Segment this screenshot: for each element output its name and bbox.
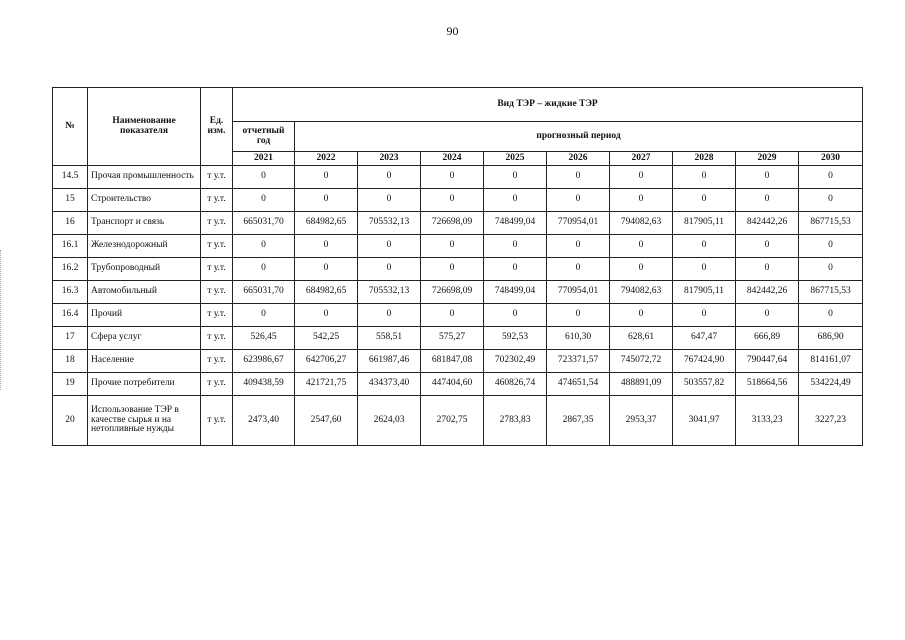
row-unit: т у.т. <box>201 281 233 304</box>
scan-edge-mark <box>0 250 3 390</box>
row-value-cell: 0 <box>358 258 421 281</box>
row-value-cell: 2624,03 <box>358 396 421 446</box>
row-value-cell: 2702,75 <box>421 396 484 446</box>
row-value-cell: 0 <box>358 189 421 212</box>
row-value-cell: 0 <box>421 258 484 281</box>
row-value-cell: 0 <box>484 258 547 281</box>
header-year: 2022 <box>295 152 358 166</box>
row-value-cell: 0 <box>233 166 295 189</box>
row-value-cell: 817905,11 <box>673 281 736 304</box>
row-value-cell: 0 <box>673 304 736 327</box>
header-group-title: Вид ТЭР – жидкие ТЭР <box>233 88 863 122</box>
row-value-cell: 666,89 <box>736 327 799 350</box>
row-value-cell: 0 <box>484 304 547 327</box>
table-row <box>53 304 863 327</box>
header-year: 2029 <box>736 152 799 166</box>
row-unit: т у.т. <box>201 212 233 235</box>
row-value-cell: 0 <box>673 235 736 258</box>
row-value-cell: 0 <box>358 235 421 258</box>
row-value-cell: 0 <box>484 166 547 189</box>
row-value-cell: 534224,49 <box>799 373 863 396</box>
row-value-cell: 745072,72 <box>610 350 673 373</box>
row-indicator-name: Прочая промышленность <box>88 166 201 189</box>
table-row <box>53 166 863 189</box>
row-value-cell: 447404,60 <box>421 373 484 396</box>
row-value-cell: 0 <box>736 166 799 189</box>
row-number: 20 <box>53 396 88 446</box>
row-value-cell: 3133,23 <box>736 396 799 446</box>
row-value-cell: 794082,63 <box>610 212 673 235</box>
row-value-cell: 867715,53 <box>799 281 863 304</box>
row-value-cell: 0 <box>547 235 610 258</box>
row-value-cell: 790447,64 <box>736 350 799 373</box>
table-row <box>53 189 863 212</box>
row-number: 16.2 <box>53 258 88 281</box>
table-row <box>53 327 863 350</box>
header-year: 2025 <box>484 152 547 166</box>
header-year: 2030 <box>799 152 863 166</box>
row-value-cell: 726698,09 <box>421 281 484 304</box>
row-value-cell: 0 <box>295 166 358 189</box>
row-number: 15 <box>53 189 88 212</box>
row-unit: т у.т. <box>201 189 233 212</box>
header-year: 2021 <box>233 152 295 166</box>
header-unit: Ед. изм. <box>201 88 233 166</box>
header-year: 2024 <box>421 152 484 166</box>
row-value-cell: 409438,59 <box>233 373 295 396</box>
row-unit: т у.т. <box>201 396 233 446</box>
row-number: 19 <box>53 373 88 396</box>
row-unit: т у.т. <box>201 327 233 350</box>
header-reporting-year: отчетный год <box>233 122 295 152</box>
row-value-cell: 794082,63 <box>610 281 673 304</box>
row-value-cell: 705532,13 <box>358 281 421 304</box>
header-year: 2027 <box>610 152 673 166</box>
row-value-cell: 0 <box>233 189 295 212</box>
row-value-cell: 542,25 <box>295 327 358 350</box>
header-no: № <box>53 88 88 166</box>
row-value-cell: 770954,01 <box>547 281 610 304</box>
row-value-cell: 0 <box>610 235 673 258</box>
row-value-cell: 0 <box>547 304 610 327</box>
row-value-cell: 0 <box>421 235 484 258</box>
row-value-cell: 817905,11 <box>673 212 736 235</box>
table-row <box>53 373 863 396</box>
row-value-cell: 503557,82 <box>673 373 736 396</box>
row-unit: т у.т. <box>201 166 233 189</box>
row-value-cell: 705532,13 <box>358 212 421 235</box>
row-value-cell: 0 <box>610 189 673 212</box>
row-value-cell: 0 <box>736 304 799 327</box>
header-forecast-period: прогнозный период <box>295 122 863 152</box>
row-value-cell: 681847,08 <box>421 350 484 373</box>
row-indicator-name: Железнодорожный <box>88 235 201 258</box>
table-row <box>53 281 863 304</box>
row-value-cell: 3041,97 <box>673 396 736 446</box>
row-value-cell: 623986,67 <box>233 350 295 373</box>
row-value-cell: 0 <box>673 258 736 281</box>
row-value-cell: 2953,37 <box>610 396 673 446</box>
table-row <box>53 258 863 281</box>
row-value-cell: 2547,60 <box>295 396 358 446</box>
header-year: 2026 <box>547 152 610 166</box>
row-value-cell: 665031,70 <box>233 281 295 304</box>
row-value-cell: 0 <box>295 258 358 281</box>
row-indicator-name: Строительство <box>88 189 201 212</box>
row-indicator-name: Сфера услуг <box>88 327 201 350</box>
row-value-cell: 0 <box>484 235 547 258</box>
row-value-cell: 0 <box>610 258 673 281</box>
row-value-cell: 842442,26 <box>736 281 799 304</box>
row-indicator-name: Население <box>88 350 201 373</box>
row-number: 17 <box>53 327 88 350</box>
row-value-cell: 0 <box>295 189 358 212</box>
row-value-cell: 748499,04 <box>484 281 547 304</box>
row-value-cell: 526,45 <box>233 327 295 350</box>
row-number: 16.1 <box>53 235 88 258</box>
row-unit: т у.т. <box>201 304 233 327</box>
row-unit: т у.т. <box>201 373 233 396</box>
table-row <box>53 396 863 446</box>
row-value-cell: 0 <box>799 189 863 212</box>
row-value-cell: 0 <box>233 258 295 281</box>
table-row <box>53 350 863 373</box>
row-indicator-name: Автомобильный <box>88 281 201 304</box>
row-value-cell: 0 <box>673 166 736 189</box>
row-value-cell: 2867,35 <box>547 396 610 446</box>
row-value-cell: 558,51 <box>358 327 421 350</box>
row-unit: т у.т. <box>201 258 233 281</box>
row-value-cell: 0 <box>799 304 863 327</box>
row-unit: т у.т. <box>201 235 233 258</box>
row-value-cell: 0 <box>799 258 863 281</box>
row-indicator-name: Прочий <box>88 304 201 327</box>
row-indicator-name: Трубопроводный <box>88 258 201 281</box>
row-number: 16 <box>53 212 88 235</box>
row-value-cell: 0 <box>233 304 295 327</box>
row-value-cell: 0 <box>295 304 358 327</box>
row-number: 14.5 <box>53 166 88 189</box>
table-row <box>53 235 863 258</box>
row-value-cell: 0 <box>421 189 484 212</box>
row-value-cell: 0 <box>799 166 863 189</box>
row-value-cell: 421721,75 <box>295 373 358 396</box>
row-value-cell: 474651,54 <box>547 373 610 396</box>
row-value-cell: 0 <box>547 189 610 212</box>
row-value-cell: 2473,40 <box>233 396 295 446</box>
row-value-cell: 867715,53 <box>799 212 863 235</box>
row-value-cell: 2783,83 <box>484 396 547 446</box>
row-value-cell: 0 <box>547 258 610 281</box>
row-value-cell: 814161,07 <box>799 350 863 373</box>
row-value-cell: 0 <box>673 189 736 212</box>
row-number: 16.3 <box>53 281 88 304</box>
row-value-cell: 0 <box>484 189 547 212</box>
row-value-cell: 702302,49 <box>484 350 547 373</box>
row-value-cell: 0 <box>736 258 799 281</box>
row-value-cell: 3227,23 <box>799 396 863 446</box>
row-value-cell: 647,47 <box>673 327 736 350</box>
row-value-cell: 684982,65 <box>295 281 358 304</box>
table-header <box>53 88 863 166</box>
row-value-cell: 434373,40 <box>358 373 421 396</box>
row-value-cell: 0 <box>358 166 421 189</box>
row-value-cell: 0 <box>233 235 295 258</box>
table-row <box>53 212 863 235</box>
row-value-cell: 0 <box>421 304 484 327</box>
row-value-cell: 0 <box>421 166 484 189</box>
row-value-cell: 0 <box>799 235 863 258</box>
row-value-cell: 842442,26 <box>736 212 799 235</box>
row-value-cell: 726698,09 <box>421 212 484 235</box>
row-value-cell: 575,27 <box>421 327 484 350</box>
row-unit: т у.т. <box>201 350 233 373</box>
row-value-cell: 0 <box>610 304 673 327</box>
row-value-cell: 665031,70 <box>233 212 295 235</box>
row-value-cell: 610,30 <box>547 327 610 350</box>
page-number: 90 <box>446 24 459 38</box>
row-value-cell: 767424,90 <box>673 350 736 373</box>
row-value-cell: 686,90 <box>799 327 863 350</box>
row-value-cell: 661987,46 <box>358 350 421 373</box>
row-number: 18 <box>53 350 88 373</box>
row-value-cell: 0 <box>736 189 799 212</box>
header-name: Наименование показателя <box>88 88 201 166</box>
row-value-cell: 592,53 <box>484 327 547 350</box>
row-value-cell: 488891,09 <box>610 373 673 396</box>
ter-table <box>52 87 863 446</box>
row-value-cell: 628,61 <box>610 327 673 350</box>
row-indicator-name: Использование ТЭР в качестве сырья и на нетопливные нужды <box>88 396 201 446</box>
row-value-cell: 0 <box>358 304 421 327</box>
row-value-cell: 770954,01 <box>547 212 610 235</box>
header-year: 2028 <box>673 152 736 166</box>
row-value-cell: 518664,56 <box>736 373 799 396</box>
row-value-cell: 684982,65 <box>295 212 358 235</box>
row-indicator-name: Прочие потребители <box>88 373 201 396</box>
row-number: 16.4 <box>53 304 88 327</box>
row-value-cell: 0 <box>736 235 799 258</box>
row-indicator-name: Транспорт и связь <box>88 212 201 235</box>
row-value-cell: 723371,57 <box>547 350 610 373</box>
header-year: 2023 <box>358 152 421 166</box>
row-value-cell: 642706,27 <box>295 350 358 373</box>
row-value-cell: 0 <box>295 235 358 258</box>
row-value-cell: 460826,74 <box>484 373 547 396</box>
row-value-cell: 0 <box>610 166 673 189</box>
table-body <box>53 166 863 446</box>
row-value-cell: 0 <box>547 166 610 189</box>
row-value-cell: 748499,04 <box>484 212 547 235</box>
